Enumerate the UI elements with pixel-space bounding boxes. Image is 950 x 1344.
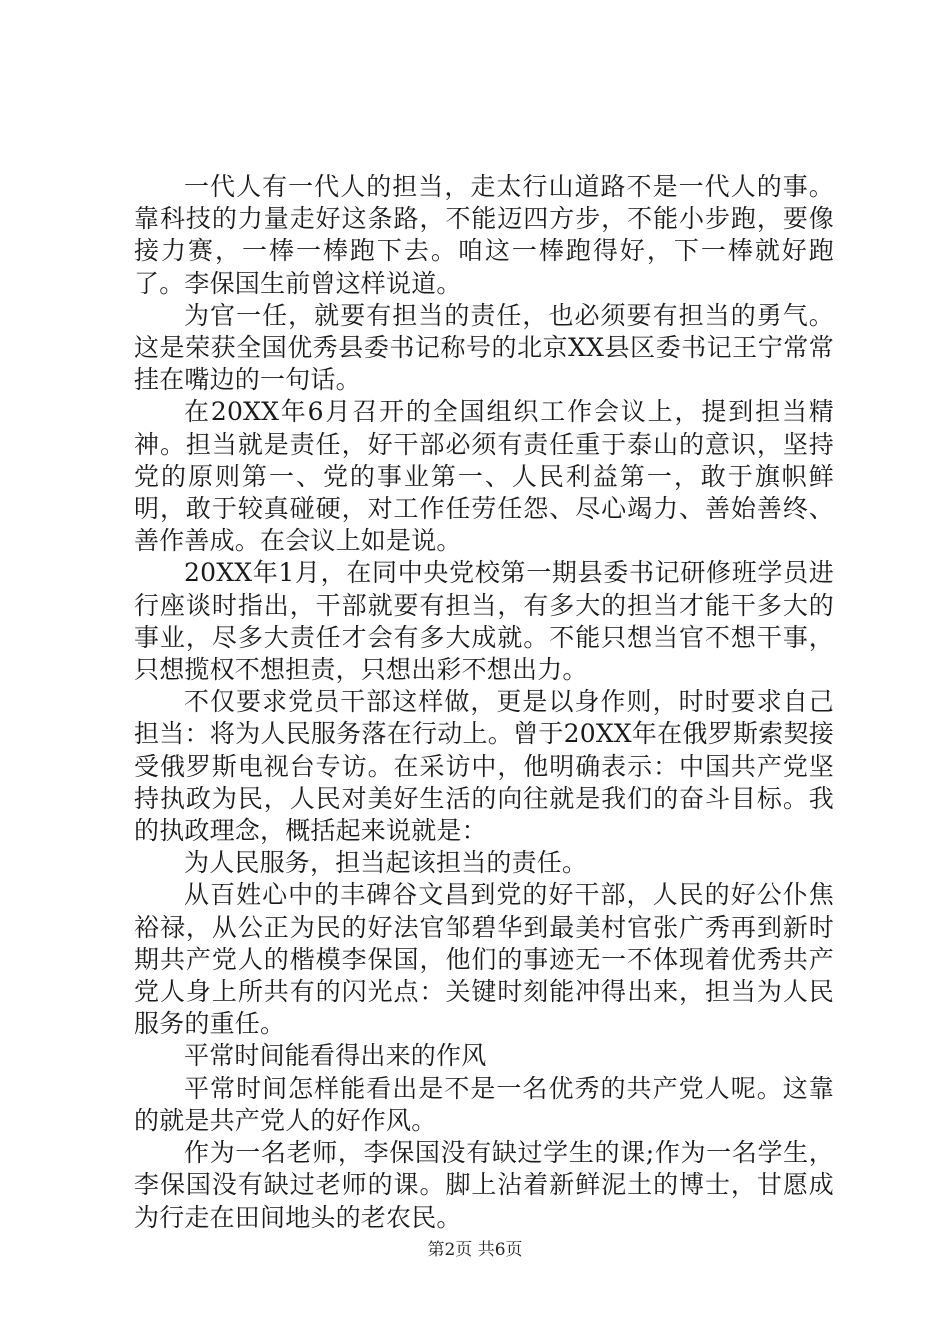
paragraph: 20XX年1月，在同中央党校第一期县委书记研修班学员进行座谈时指出，干部就要有担当，有多大的担当才能干多大的事业，尽多大责任才会有多大成就。不能只想当官不想干事，只想揽权不想担责，只想出彩不想出力。 xyxy=(134,558,834,685)
section-heading: 平常时间能看得出来的作风 xyxy=(184,1041,487,1071)
paragraph: 在20XX年6月召开的全国组织工作会议上，提到担当精神。担当就是责任，好干部必须有责任重于泰山的意识，坚持党的原则第一、党的事业第一、人民利益第一，敢于旗帜鲜明，敢于较真碰硬，对工作任劳任怨、尽心竭力、善始善终、善作善成。在会议上如是说。 xyxy=(134,397,834,556)
paragraph: 为人民服务，担当起该担当的责任。 xyxy=(184,848,588,878)
page-footer: 第2页 共6页 xyxy=(427,1240,523,1260)
paragraph: 为官一任，就要有担当的责任，也必须要有担当的勇气。这是荣获全国优秀县委书记称号的北京XX县区委书记王宁常常挂在嘴边的一句话。 xyxy=(134,300,834,395)
document-body xyxy=(134,171,834,1234)
paragraph: 作为一名老师，李保国没有缺过学生的课;作为一名学生，李保国没有缺过老师的课。脚上沾着新鲜泥土的博士，甘愿成为行走在田间地头的老农民。 xyxy=(134,1138,834,1232)
paragraph: 从百姓心中的丰碑谷文昌到党的好干部，人民的好公仆焦裕禄，从公正为民的好法官邹碧华到最美村官张广秀再到新时期共产党人的楷模李保国，他们的事迹无一不体现着优秀共产党人身上所共有的闪光点：关键时刻能冲得出来，担当为人民服务的重任。 xyxy=(134,880,834,1039)
paragraph: 平常时间怎样能看出是不是一名优秀的共产党人呢。这靠的就是共产党人的好作风。 xyxy=(134,1073,834,1135)
paragraph: 一代人有一代人的担当，走太行山道路不是一代人的事。靠科技的力量走好这条路，不能迈四方步，不能小步跑，要像接力赛，一棒一棒跑下去。咱这一棒跑得好，下一棒就好跑了。李保国生前曾这样说道。 xyxy=(134,172,834,298)
paragraph: 不仅要求党员干部这样做，更是以身作则，时时要求自己担当：将为人民服务落在行动上。曾于20XX年在俄罗斯索契接受俄罗斯电视台专访。在采访中，他明确表示：中国共产党坚持执政为民，人民对美好生活的向往就是我们的奋斗目标。我的执政理念，概括起来说就是： xyxy=(134,687,834,846)
